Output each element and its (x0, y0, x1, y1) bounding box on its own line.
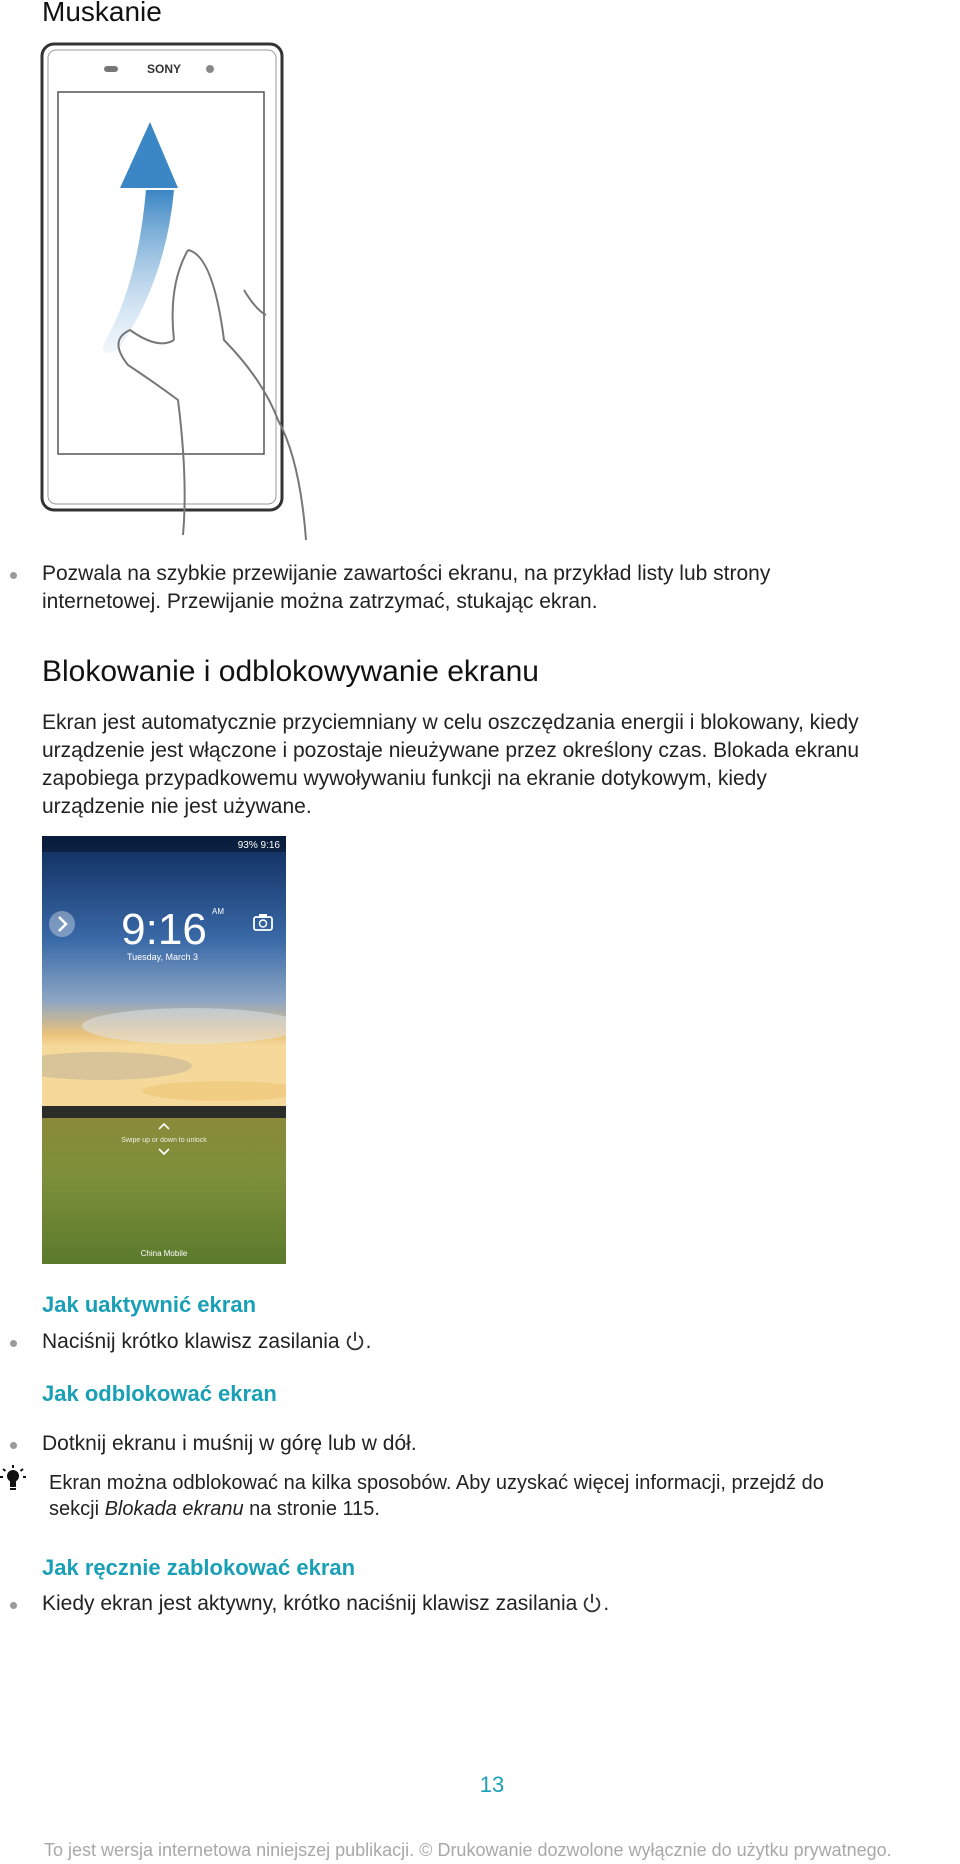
tip-note (49, 1470, 949, 1522)
step-text: Kiedy ekran jest aktywny, krótko naciśnij klawisz zasilania (42, 1592, 578, 1615)
step-title-unlock: Jak odblokować ekran (42, 1381, 277, 1406)
lock-clock-ampm: AM (212, 907, 224, 916)
tip-link-blokada-ekranu[interactable]: Blokada ekranu (104, 1498, 244, 1520)
heading-screen-lock: Blokowanie i odblokowywanie ekranu (42, 655, 539, 688)
bullet-dot (8, 1590, 20, 1602)
section-title-muskanie: Muskanie (42, 0, 162, 27)
tip-line: Ekran można odblokować na kilka sposobów. Aby uzyskać więcej informacji, przejdź do (49, 1472, 824, 1494)
chevron-right-icon[interactable] (49, 911, 75, 937)
phone-swipe-illustration (38, 40, 328, 540)
footer-notice: To jest wersja internetowa niniejszej publikacji. © Drukowanie dozwolone wyłącznie do użytku prywatnego. (44, 1840, 892, 1860)
para-line: Ekran jest automatycznie przyciemniany w celu oszczędzania energii i blokowany, kiedy (42, 711, 859, 734)
power-icon (344, 1330, 366, 1352)
tip-prefix: sekcji (49, 1498, 105, 1520)
bullet-dot (8, 560, 20, 572)
step-text-manual: Kiedy ekran jest aktywny, krótko naciśnij klawisz zasilania . (42, 1592, 610, 1615)
lock-description (42, 709, 960, 821)
step-text: Dotknij ekranu i muśnij w górę lub w dół. (42, 1432, 417, 1455)
step-title-activate: Jak uaktywnić ekran (42, 1292, 257, 1317)
para-line: urządzenie nie jest używane. (42, 795, 312, 818)
bullet-dot (8, 1430, 20, 1442)
para-line: zapobiega przypadkowemu wywoływaniu funkcji na ekranie dotykowym, kiedy (42, 767, 767, 790)
tip-line (49, 1496, 949, 1522)
phone-brand: SONY (146, 62, 182, 76)
status-bar-text: 93% 9:16 (237, 840, 280, 851)
step-text: Naciśnij krótko klawisz zasilania (42, 1330, 340, 1353)
lock-clock-time: 9:16 (121, 905, 207, 954)
page-number: 13 (479, 1772, 505, 1797)
power-icon (581, 1592, 603, 1614)
carrier-label: China Mobile (140, 1249, 188, 1258)
bullet-text-line: Pozwala na szybkie przewijanie zawartości ekranu, na przykład listy lub strony (42, 562, 771, 585)
lightbulb-icon (0, 1465, 26, 1495)
bullet-dot (8, 1328, 20, 1340)
bullet-text-line: internetowej. Przewijanie można zatrzymać, stukając ekran. (42, 590, 598, 613)
lock-screen-image (42, 836, 286, 1264)
lock-date: Tuesday, March 3 (127, 952, 199, 962)
step-title-manual-lock: Jak ręcznie zablokować ekran (42, 1555, 356, 1580)
tip-suffix: na stronie 115. (243, 1498, 380, 1520)
swipe-hint: Swipe up or down to unlock (121, 1137, 207, 1144)
para-line: urządzenie jest włączone i pozostaje nieużywane przez określony czas. Blokada ekranu (42, 739, 860, 762)
step-text-activate: Naciśnij krótko klawisz zasilania . (42, 1330, 372, 1353)
